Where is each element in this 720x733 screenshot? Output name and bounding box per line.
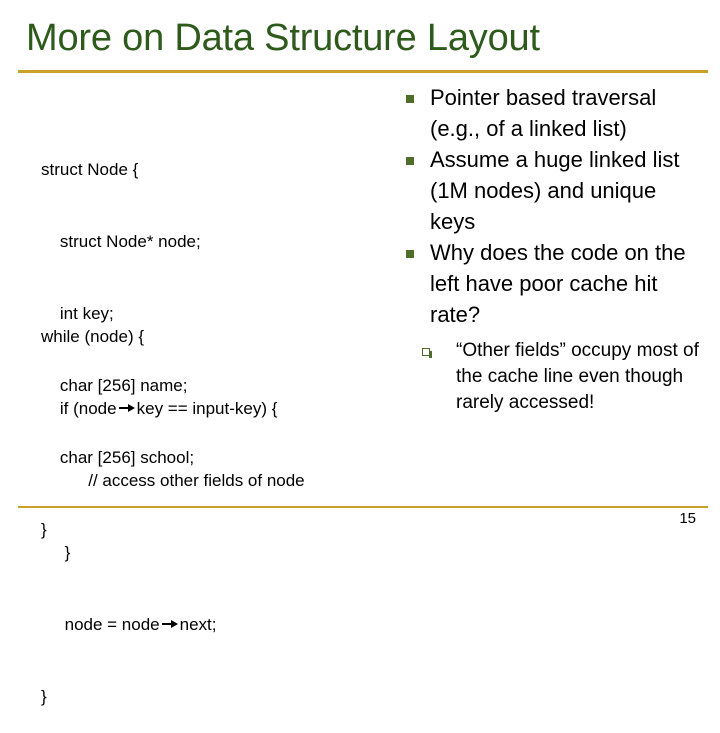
bullet-text: Pointer based traversal (e.g., of a linked list)	[430, 85, 657, 141]
slide-title: More on Data Structure Layout	[26, 17, 540, 59]
code-line	[41, 397, 305, 421]
page-number: 15	[679, 510, 696, 527]
code-fragment: if (node	[41, 399, 117, 418]
right-arrow-icon	[162, 618, 179, 630]
footer-divider	[18, 506, 708, 508]
code-line: // access other fields of node	[41, 471, 305, 490]
code-line: }	[41, 687, 47, 706]
bullet-text: Assume a huge linked list (1M nodes) and unique keys	[430, 147, 680, 234]
sub-bullet-text: “Other fields” occupy most of the cache line even though rarely accessed!	[456, 340, 699, 413]
code-fragment: key == input-key) {	[136, 399, 278, 418]
code-line: struct Node {	[41, 160, 139, 179]
code-fragment: next;	[179, 615, 217, 634]
code-fragment: node = node	[41, 615, 160, 634]
loop-code-block	[41, 277, 305, 733]
square-bullet-icon	[406, 157, 414, 165]
right-arrow-icon	[119, 402, 136, 414]
code-line: struct Node* node;	[41, 232, 201, 251]
code-line: int key;	[41, 304, 114, 323]
sub-bullet-item	[456, 338, 703, 416]
code-line: char [256] school;	[41, 448, 195, 467]
square-bullet-icon	[406, 95, 414, 103]
code-line: char [256] name;	[41, 376, 188, 395]
bullet-list	[398, 82, 703, 416]
bullet-item	[398, 144, 703, 237]
hollow-square-bullet-icon	[422, 348, 430, 356]
bullet-item	[398, 82, 703, 144]
square-bullet-icon	[406, 250, 414, 258]
code-line	[41, 613, 305, 637]
title-divider	[18, 70, 708, 73]
code-line: }	[41, 520, 47, 539]
bullet-text: Why does the code on the left have poor cache hit rate?	[430, 240, 686, 327]
code-line: while (node) {	[41, 327, 145, 346]
code-line: }	[41, 543, 71, 562]
bullet-item	[398, 237, 703, 330]
